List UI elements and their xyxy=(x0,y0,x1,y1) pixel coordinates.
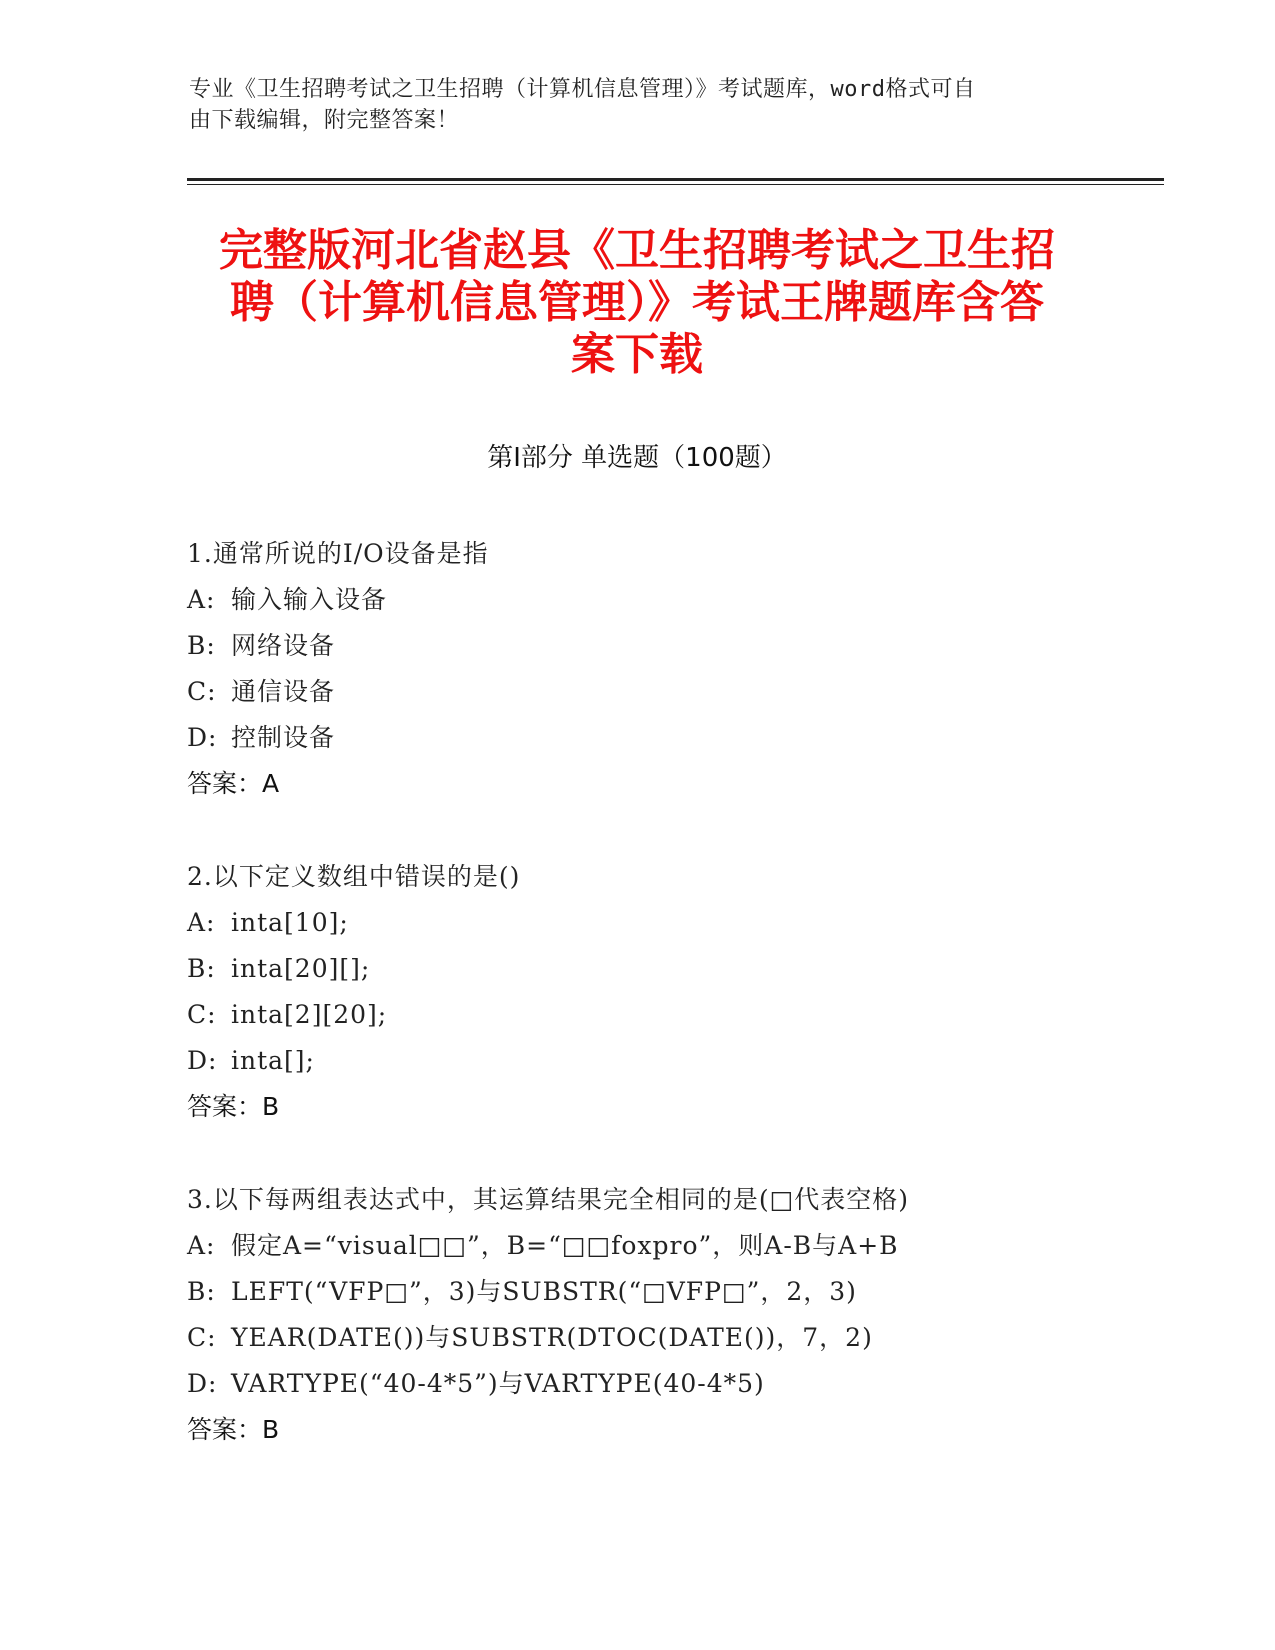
option-letter: B: xyxy=(187,954,216,983)
document-title-line-1: 完整版河北省赵县《卫生招聘考试之卫生招 xyxy=(219,225,1055,276)
option-text: inta[20][]; xyxy=(231,954,371,983)
question-stem: 3.以下每两组表达式中，其运算结果完全相同的是(□代表空格) xyxy=(187,1185,909,1214)
option-text: 输入输入设备 xyxy=(231,585,388,614)
answer-line: 答案：B xyxy=(187,1415,280,1444)
option-letter: C: xyxy=(187,1323,217,1352)
answer-line: 答案：B xyxy=(187,1092,280,1121)
option-letter: A: xyxy=(187,1231,216,1260)
option-letter: C: xyxy=(187,677,217,706)
option-b xyxy=(187,1269,1147,1315)
option-text: LEFT(“VFP□”，3)与SUBSTR(“□VFP□”，2，3) xyxy=(231,1277,857,1306)
option-letter: A: xyxy=(187,585,216,614)
option-text: 网络设备 xyxy=(231,631,336,660)
option-text: inta[2][20]; xyxy=(231,1000,388,1029)
option-text: 控制设备 xyxy=(231,723,336,752)
header-note-line-2: 由下载编辑，附完整答案！ xyxy=(189,108,460,133)
option-text: 假定A=“visual□□”，B=“□□foxpro”，则A-B与A+B xyxy=(231,1231,899,1260)
option-c xyxy=(187,669,1147,715)
option-letter: A: xyxy=(187,908,216,937)
option-b xyxy=(187,623,1147,669)
option-d xyxy=(187,715,1147,761)
option-a xyxy=(187,900,1147,946)
option-letter: B: xyxy=(187,631,216,660)
option-a xyxy=(187,1223,1147,1269)
option-d xyxy=(187,1361,1147,1407)
header-note xyxy=(189,74,1089,136)
option-c xyxy=(187,992,1147,1038)
option-a xyxy=(187,577,1147,623)
answer-line: 答案：A xyxy=(187,769,280,798)
header-divider-thin xyxy=(187,184,1164,185)
option-text: VARTYPE(“40-4*5”)与VARTYPE(40-4*5) xyxy=(231,1369,765,1398)
option-b xyxy=(187,946,1147,992)
question-1 xyxy=(187,531,1147,807)
document-title-line-3: 案下载 xyxy=(571,329,703,380)
option-letter: D: xyxy=(187,1046,218,1075)
header-divider-thick xyxy=(187,178,1164,181)
option-text: inta[]; xyxy=(231,1046,315,1075)
header-note-line-1: 专业《卫生招聘考试之卫生招聘（计算机信息管理）》考试题库，word格式可自 xyxy=(189,77,976,102)
option-c xyxy=(187,1315,1147,1361)
document-title xyxy=(187,225,1087,381)
option-letter: D: xyxy=(187,723,218,752)
option-text: 通信设备 xyxy=(231,677,336,706)
section-heading: 第Ⅰ部分 单选题（100题） xyxy=(487,443,787,473)
question-2 xyxy=(187,854,1147,1130)
question-3 xyxy=(187,1177,1147,1453)
option-letter: D: xyxy=(187,1369,218,1398)
option-d xyxy=(187,1038,1147,1084)
option-letter: C: xyxy=(187,1000,217,1029)
question-stem: 2.以下定义数组中错误的是() xyxy=(187,862,521,891)
question-stem: 1.通常所说的I/O设备是指 xyxy=(187,539,489,568)
option-text: YEAR(DATE())与SUBSTR(DTOC(DATE())，7，2) xyxy=(231,1323,873,1352)
option-letter: B: xyxy=(187,1277,216,1306)
document-title-line-2: 聘（计算机信息管理）》考试王牌题库含答 xyxy=(230,277,1044,328)
option-text: inta[10]; xyxy=(231,908,349,937)
